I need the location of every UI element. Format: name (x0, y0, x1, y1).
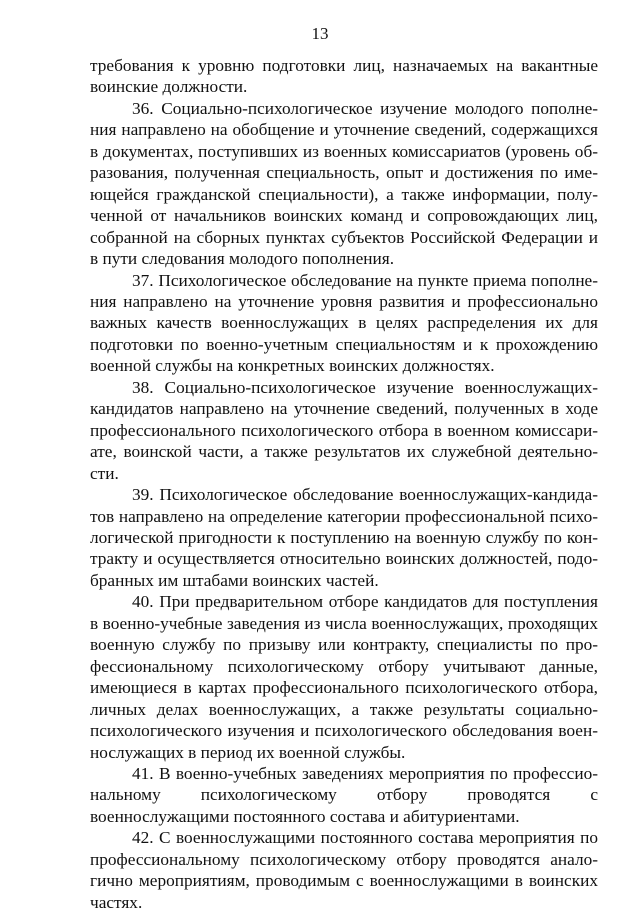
paragraph-42: 42. С военнослужащими постоянного состава мероприятия по профессиональному психологическому отбору проводятся аналогично мероприятиям, проводимым с военнослужащими в воинских частях. (90, 828, 598, 912)
paragraph-37: 37. Психологическое обследование на пункте приема пополнения направлено на уточнение уровня развития и профессионально важных качеств военнослужащих в целях распределения их для подготовки по военно-учетным специальностям и к прохождению военной службы на конкретных воинских должностях. (90, 270, 598, 376)
paragraph-continuation: требования к уровню подготовки лиц, назначаемых на вакантные воинские должности. (90, 56, 598, 97)
paragraph-36: 36. Социально-психологическое изучение молодого пополнения направлено на обобщение и уточнение сведений, содержащихся в документах, поступивших из военных комиссариатов (уровень образования, полученная специальность, опыт и достижения по имеющейся гражданской специальности), а также информации, полученной от начальников воинских команд и сопровождающих лиц, собранной на сборных пунктах субъектов Российской Федерации и в пути следования молодого пополнения. (90, 98, 598, 269)
paragraph-38: 38. Социально-психологическое изучение военнослужащих-кандидатов направлено на уточнение сведений, полученных в ходе профессионального психологического отбора в военном комиссариате, воинской части, а также результатов их служебной деятельности. (90, 377, 598, 483)
paragraph-39: 39. Психологическое обследование военнослужащих-кандидатов направлено на определение категории профессиональной психологической пригодности к поступлению на военную службу по контракту и осуществляется относительно воинских должностей, подобранных им штабами воинских частей. (90, 485, 598, 590)
page-number: 13 (311, 24, 329, 43)
paragraph-41: 41. В военно-учебных заведениях мероприятия по профессиональному психологическому отбору проводятся с военнослужащими постоянного состава и абитуриентами. (90, 763, 598, 826)
document-body (90, 55, 598, 913)
paragraph-40: 40. При предварительном отборе кандидатов для поступления в военно-учебные заведения из числа военнослужащих, проходящих военную службу по призыву или контракту, специалисты по профессиональному психологическому отбору учитывают данные, имеющиеся в картах профессионального психологического отбора, личных делах военнослужащих, а также результаты социально-психологического изучения и психологического обследования военнослужащих в период их военной службы. (90, 592, 598, 762)
